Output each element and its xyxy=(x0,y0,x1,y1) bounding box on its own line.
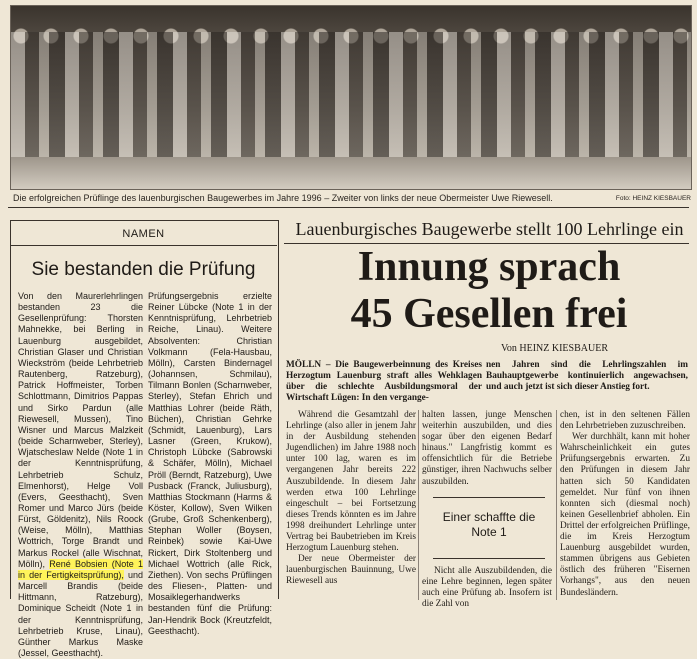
names-text: und Marcell Brandis (beide Hittmann, Ratzeburg), Dominique Scheidt (Note 1 in der Kenntnisprüfung, Lehrbetrieb Kruse, Linau), Günther Markus Maske (Jessel, Geesthacht). xyxy=(18,569,143,658)
names-text: Prüfungsergebnis erzielte Reiner Lübcke (Note 1 in der Kenntnisprüfung, Lehrbetrieb Reiche, Linau). Weitere Absolventen: Christian Volkmann (Fela-Hausbau, Mölln), Carsten Bindernagel (Johannsen, Schmilau), Tilmann Bonlen (Scharnweber, Sterley), Stefan Ehrich und Matthias Lohrer (beide Räth, Büchen), Christian Gehrke (Schmidt, Lauenburg), Lars Lasner (Green, Krukow), Christoph Lübcke (Sabrowski & Schäfer, Mölln), Michael Pröll (Berndt, Ratzeburg), Uwe Pusback (Franck, Juliusburg), Matthias Stockmann (Harms & Köster, Kollow), Sven Wilken (Grube, Groß Schenkenberg), Stephan Woller (Boysen, Reinbek) sowie Kai-Uwe Rickert, Dirk Stoltenberg und Michael Wottrich (alle Rick, Ziethen). Von sechs Prüflingen des Fliesen-, Platten- und Mosaiklegerhandwerks bestanden fünf die Prüfung: Jan-Hendrik Bock (Kreutzfeldt, Geesthacht). xyxy=(148,291,272,636)
body-text: Nicht alle Auszubildenden, die eine Lehre beginnen, legen später auch eine Prüfung ab. Insofern ist die Zahl von xyxy=(422,566,552,610)
body-text: halten lassen, junge Menschen weiterhin auszubilden, und dies sogar über den eigenen Bedarf hinaus." Langfristig kommt es offensichtlich für die Betriebe günstiger, ihren Nachwuchs selber auszubilden. xyxy=(422,410,552,487)
lead-paragraph-right: nen Jahren sind die Lehrlingszahlen im Bauhauptgewerbe kontinuierlich angewachsen, und auch jetzt ist sich dieser Anstieg fort. xyxy=(486,360,688,393)
names-column-2 xyxy=(148,291,272,637)
photo-credit: Foto: HEINZ KIESBAUER xyxy=(615,195,691,202)
section-label: NAMEN xyxy=(122,228,165,240)
names-headline: Sie bestanden die Prüfung xyxy=(31,259,256,280)
photo-ground xyxy=(11,157,691,189)
body-column-3 xyxy=(560,410,690,599)
photo-caption: Die erfolgreichen Prüflinge des lauenburgischen Baugewerbes im Jahre 1996 – Zweiter von links der neue Obermeister Uwe Riewesell. xyxy=(13,193,553,203)
body-column-2 xyxy=(422,410,552,488)
body-text: chen, ist in den seltenen Fällen den Lehrbetrieben zuzuschreiben. xyxy=(560,410,690,432)
article-kicker: Lauenburgisches Baugewerbe stellt 100 Lehrlinge ein xyxy=(295,219,684,239)
names-column-1 xyxy=(18,291,143,659)
divider xyxy=(8,207,689,208)
body-column-2-cont xyxy=(422,566,552,610)
divider xyxy=(10,245,277,246)
byline: Von HEINZ KIESBAUER xyxy=(500,343,608,354)
lead-paragraph-left: MÖLLN – Die Baugewerbeinnung des Kreises Herzogtum Lauenburg straft alles Wehklagen über die schlechte Ausbildungsmoral der Wirtschaft Lügen: In den vergange- xyxy=(286,360,482,404)
article-headline xyxy=(290,244,688,338)
column-rule xyxy=(556,410,557,600)
photo-crowd xyxy=(11,32,691,162)
body-column-1 xyxy=(286,410,416,588)
names-text: Von den Maurerlehrlingen bestanden 23 die Gesellenprüfung: Thorsten Mahnekke, bei Berling in Lauenburg ausgebildet, Christian Glaser und Christian Wieckström (beide Lehrbetrieb Rautenberg, Ratzeburg), Patrick Hoffmeister, Torben Schlottmann, Dimitrios Pappas und Sirko Pardun (alle Riewesell, Mussen), Tino Wisner und Marcus Malzkeit (beide Scharnweber, Sterley), Wjatscheslaw Nelde (Note 1 in der Kenntnisprüfung, Lehrbetrieb Schulz, Elmenhorst), Helge Voll (Evers, Geesthacht), Sven Romer und Marco Jürs (beide Fürst, Göldenitz), Nils Roock (Weise, Mölln), Matthias Wottrich, Torge Brandt und Markus Rockel (alle Wischnat, Mölln), xyxy=(18,291,143,569)
group-photo xyxy=(10,5,692,190)
column-rule xyxy=(418,410,419,600)
body-text: Wer durchhält, kann mit hoher Wahrscheinlichkeit ein gutes Prüfungsergebnis erwarten. Zu den Prüfungen in diesem Jahr hatten sich 50 Kandidaten gemeldet. Nur fünf von ihnen konnten sich (diesmal noch) keinen Gesellenbrief abholen. Ein Drittel der erfolgreichen Prüflinge, die im Kreis Herzogtum Lauenburg ausgebildet wurden, stammen übrigens aus Gebieten östlich des früheren "Eisernen Vorhangs", aus den neuen Bundesländern. xyxy=(560,432,690,598)
body-text: Während die Gesamtzahl der Lehrlinge (also aller in jenem Jahr in der Ausbildung stehenden Jugendlichen) im Jahre 1988 noch unter 100 lag, waren es im vergangenen Jahr bereits 222 Auszubildende. In diesem Jahr werden etwa 100 Lehrlinge eingeschult – bei Fortsetzung dieses Trends könnten es im Jahre 1998 dreihundert Lehrlinge unter Vertrag bei Baubetrieben im Kreis Herzogtum Lauenburg stehen. xyxy=(286,410,416,554)
headline-line-1: Innung sprach xyxy=(357,244,621,290)
body-text: Der neue Obermeister der lauenburgischen Bauinnung, Uwe Riewesell aus xyxy=(286,554,416,587)
highlighted-name: René Bobsien (Note 1 in der Fertigkeitsprüfung), xyxy=(18,558,143,580)
pull-quote: Einer schaffte die Note 1 xyxy=(433,497,545,559)
headline-line-2: 45 Gesellen frei xyxy=(350,291,628,337)
